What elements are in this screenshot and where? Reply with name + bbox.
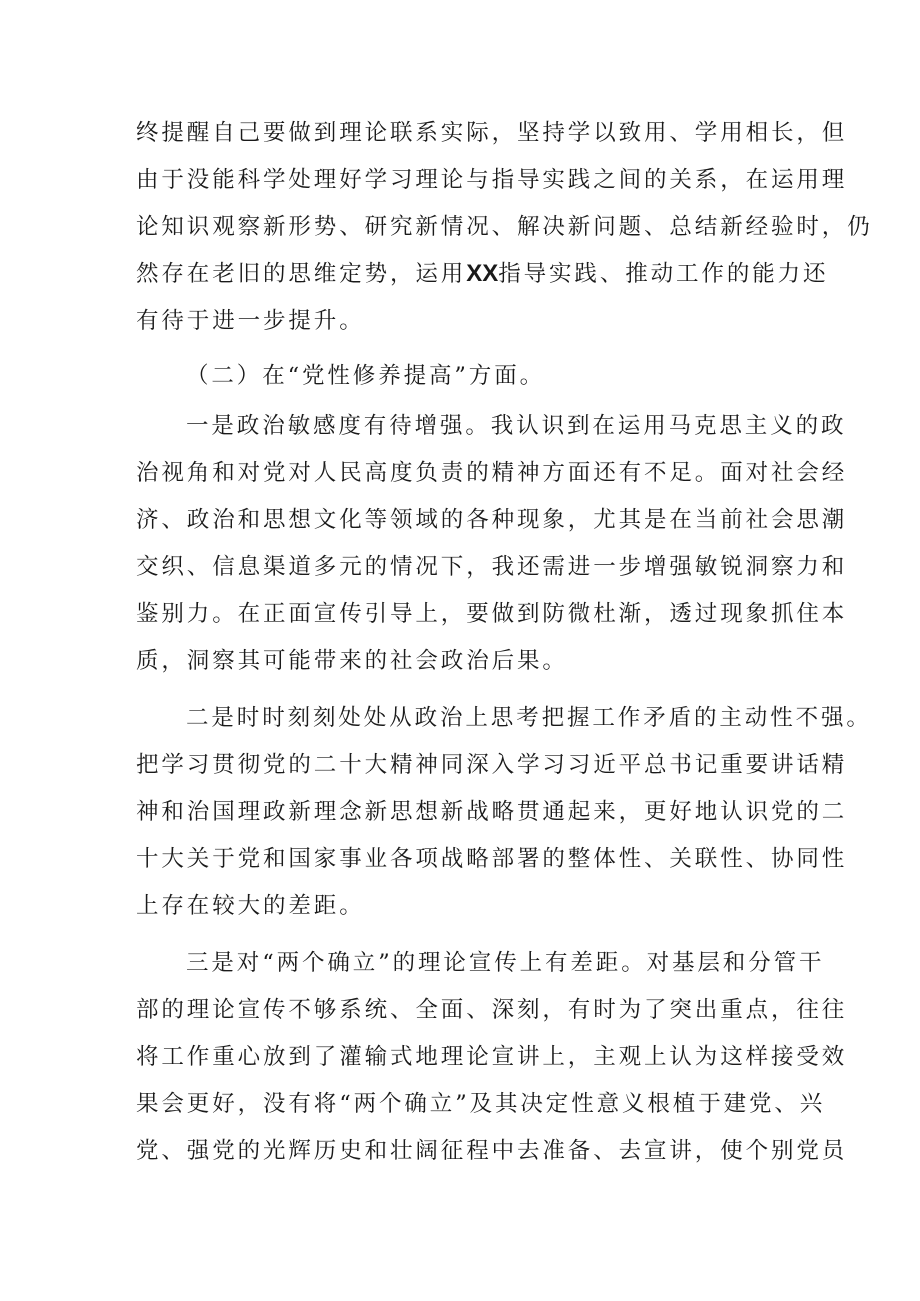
text-line: 由于没能科学处理好学习理论与指导实践之间的关系，在运用理	[136, 167, 848, 193]
text-line	[136, 259, 829, 289]
text-line: 交织、信息渠道多元的情况下，我还需进一步增强敏锐洞察力和	[136, 554, 848, 580]
section-heading: （二）在“党性修养提高”方面。	[186, 363, 546, 389]
text-line: 神和治国理政新理念新思想新战略贯通起来，更好地认识党的二	[136, 799, 848, 825]
placeholder-code: XX	[466, 260, 499, 287]
text-line: 终提醒自己要做到理论联系实际，坚持学以致用、学用相长，但	[136, 120, 848, 146]
text-line: 果会更好，没有将“两个确立”及其决定性意义根植于建党、兴	[136, 1091, 826, 1117]
text-line: 治视角和对党对人民高度负责的精神方面还有不足。面对社会经	[136, 460, 848, 486]
text-line: 有待于进一步提升。	[136, 308, 365, 334]
text-line: 鉴别力。在正面宣传引导上，要做到防微杜渐，透过现象抓住本	[136, 601, 848, 627]
text-line: 将工作重心放到了灌输式地理论宣讲上，主观上认为这样接受效	[136, 1044, 848, 1070]
paragraph-start: 二是时时刻刻处处从政治上思考把握工作矛盾的主动性不强。	[186, 705, 872, 731]
text-line: 济、政治和思想文化等领域的各种现象，尤其是在当前社会思潮	[136, 507, 848, 533]
text-line: 质，洞察其可能带来的社会政治后果。	[136, 648, 568, 674]
text-line: 论知识观察新形势、研究新情况、解决新问题、总结新经验时，仍	[136, 214, 873, 240]
text-line: 十大关于党和国家事业各项战略部署的整体性、关联性、协同性	[136, 846, 848, 872]
paragraph-start: 一是政治敏感度有待增强。我认识到在运用马克思主义的政	[186, 413, 847, 439]
text-line: 部的理论宣传不够系统、全面、深刻，有时为了突出重点，往往	[136, 997, 848, 1023]
text-line: 党、强党的光辉历史和壮阔征程中去准备、去宣讲，使个别党员	[136, 1138, 848, 1164]
text-fragment: 指导实践、推动工作的能力还	[498, 261, 829, 287]
text-line: 上存在较大的差距。	[136, 893, 365, 919]
paragraph-start: 三是对“两个确立”的理论宣传上有差距。对基层和分管干	[186, 950, 825, 976]
text-fragment: 然存在老旧的思维定势，运用	[136, 261, 467, 287]
text-line: 把学习贯彻党的二十大精神同深入学习习近平总书记重要讲话精	[136, 752, 848, 778]
